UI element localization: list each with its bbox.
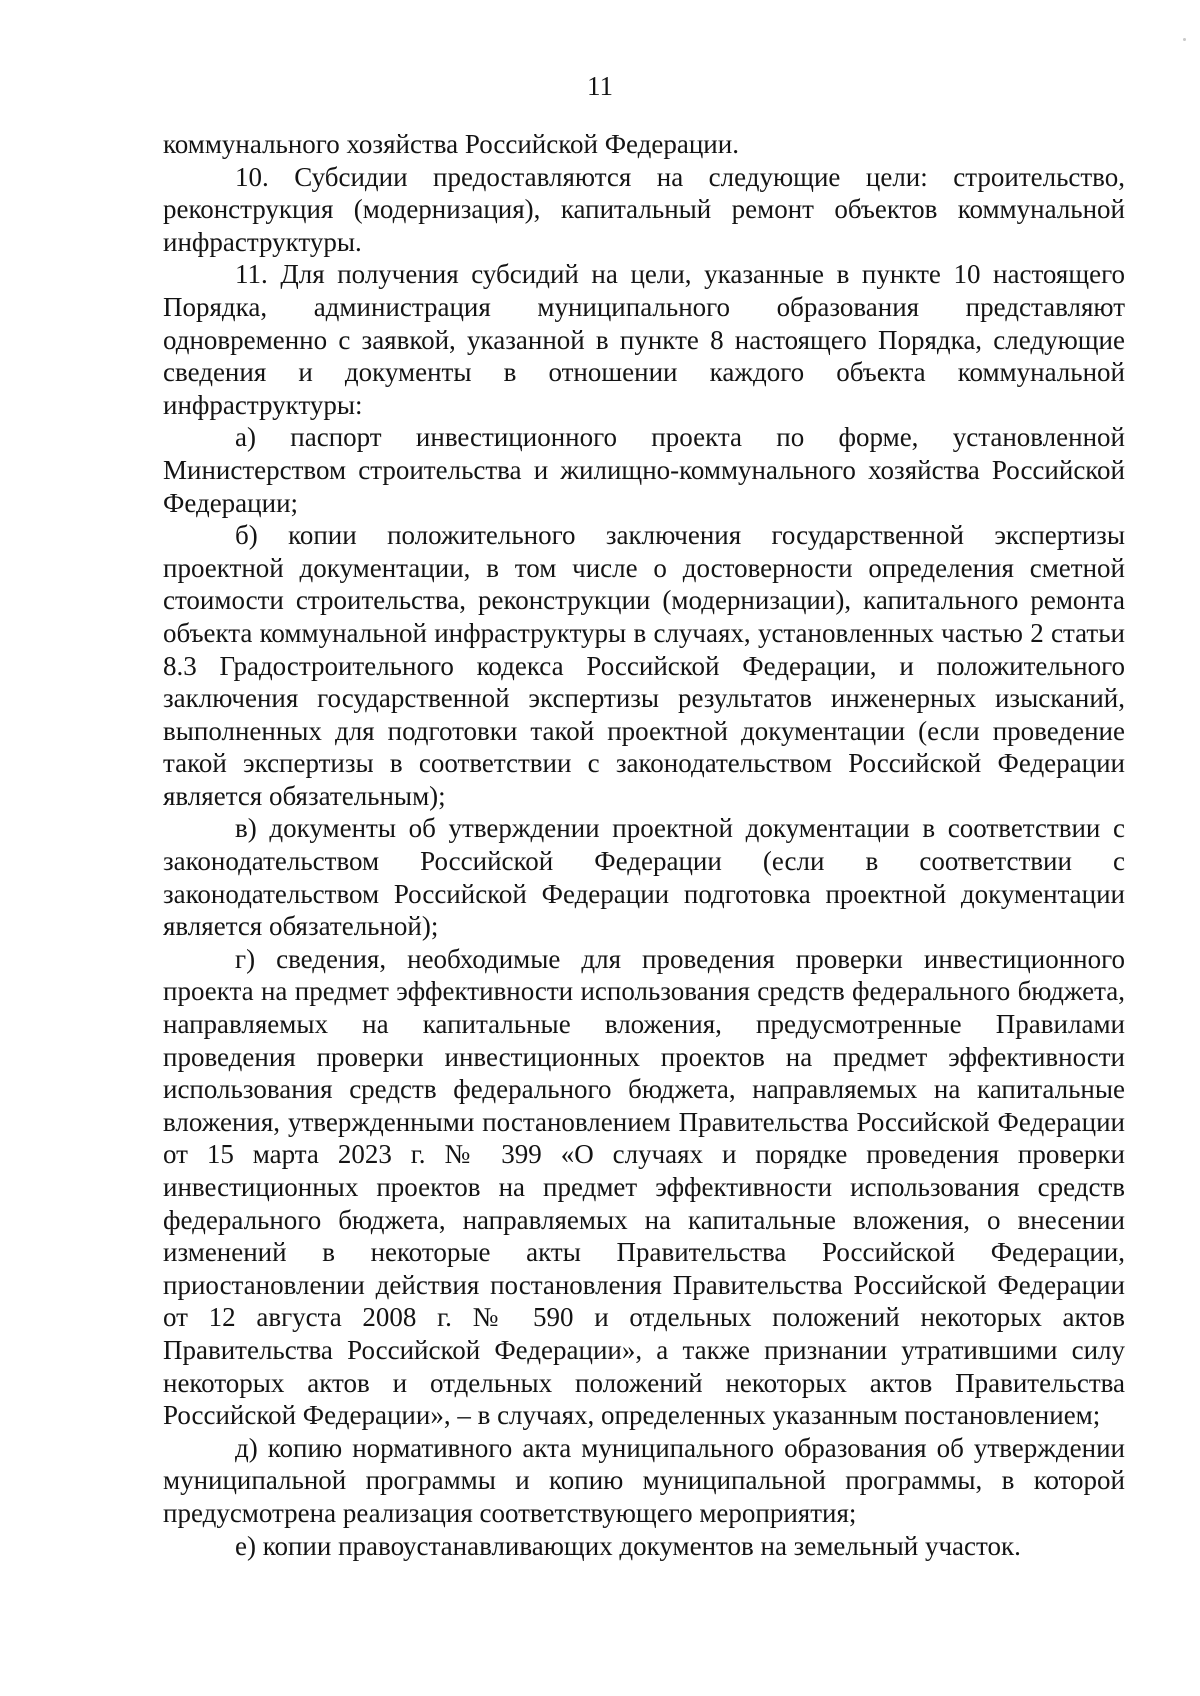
paragraph-subitem-g: г) сведения, необходимые для проведения проверки инвестиционного проекта на предмет эффективности использования средств федерального бюджета, направляемых на капитальные вложения, предусмотренные Правилами проведения проверки инвестиционных проектов на предмет эффективности использования средств федерального бюджета, направляемых на капитальные вложения, утвержденными постановлением Правительства Российской Федерации от 15 марта 2023 г. № 399 «О случаях и порядке проведения проверки инвестиционных проектов на предмет эффективности использования средств федерального бюджета, направляемых на капитальные вложения, о внесении изменений в некоторые акты Правительства Российской Федерации, приостановлении действия постановления Правительства Российской Федерации от 12 августа 2008 г. № 590 и отдельных положений некоторых актов Правительства Российской Федерации», а также признании утратившими силу некоторых актов и отдельных положений некоторых актов Правительства Российской Федерации», – в случаях, определенных указанным постановлением; xyxy=(163,943,1125,1431)
page-number: 11 xyxy=(587,71,613,101)
document-body xyxy=(163,128,1125,1562)
paragraph-subitem-v: в) документы об утверждении проектной документации в соответствии с законодательством Российской Федерации (если в соответствии с законодательством Российской Федерации подготовка проектной документации является обязательной); xyxy=(163,813,1125,942)
paragraph-subitem-a: а) паспорт инвестиционного проекта по форме, установленной Министерством строительства и жилищно-коммунального хозяйства Российской Федерации; xyxy=(163,422,1125,518)
scan-speck xyxy=(1183,38,1186,41)
paragraph-subitem-b: б) копии положительного заключения государственной экспертизы проектной документации, в том числе о достоверности определения сметной стоимости строительства, реконструкции (модернизации), капитального ремонта объекта коммунальной инфраструктуры в случаях, установленных частью 2 статьи 8.3 Градостроительного кодекса Российской Федерации, и положительного заключения государственной экспертизы результатов инженерных изысканий, выполненных для подготовки такой проектной документации (если проведение такой экспертизы в соответствии с законодательством Российской Федерации является обязательным); xyxy=(163,520,1125,811)
paragraph-item-11: 11. Для получения субсидий на цели, указанные в пункте 10 настоящего Порядка, администрация муниципального образования представляют одновременно с заявкой, указанной в пункте 8 настоящего Порядка, следующие сведения и документы в отношении каждого объекта коммунальной инфраструктуры: xyxy=(163,259,1125,420)
paragraph-continuation: коммунального хозяйства Российской Федерации. xyxy=(163,129,739,159)
paragraph-subitem-d: д) копию нормативного акта муниципального образования об утверждении муниципальной программы и копию муниципальной программы, в которой предусмотрена реализация соответствующего мероприятия; xyxy=(163,1432,1125,1528)
paragraph-item-10: 10. Субсидии предоставляются на следующие цели: строительство, реконструкция (модернизация), капитальный ремонт объектов коммунальной инфраструктуры. xyxy=(163,161,1125,257)
paragraph-subitem-e: е) копии правоустанавливающих документов на земельный участок. xyxy=(235,1530,1021,1561)
